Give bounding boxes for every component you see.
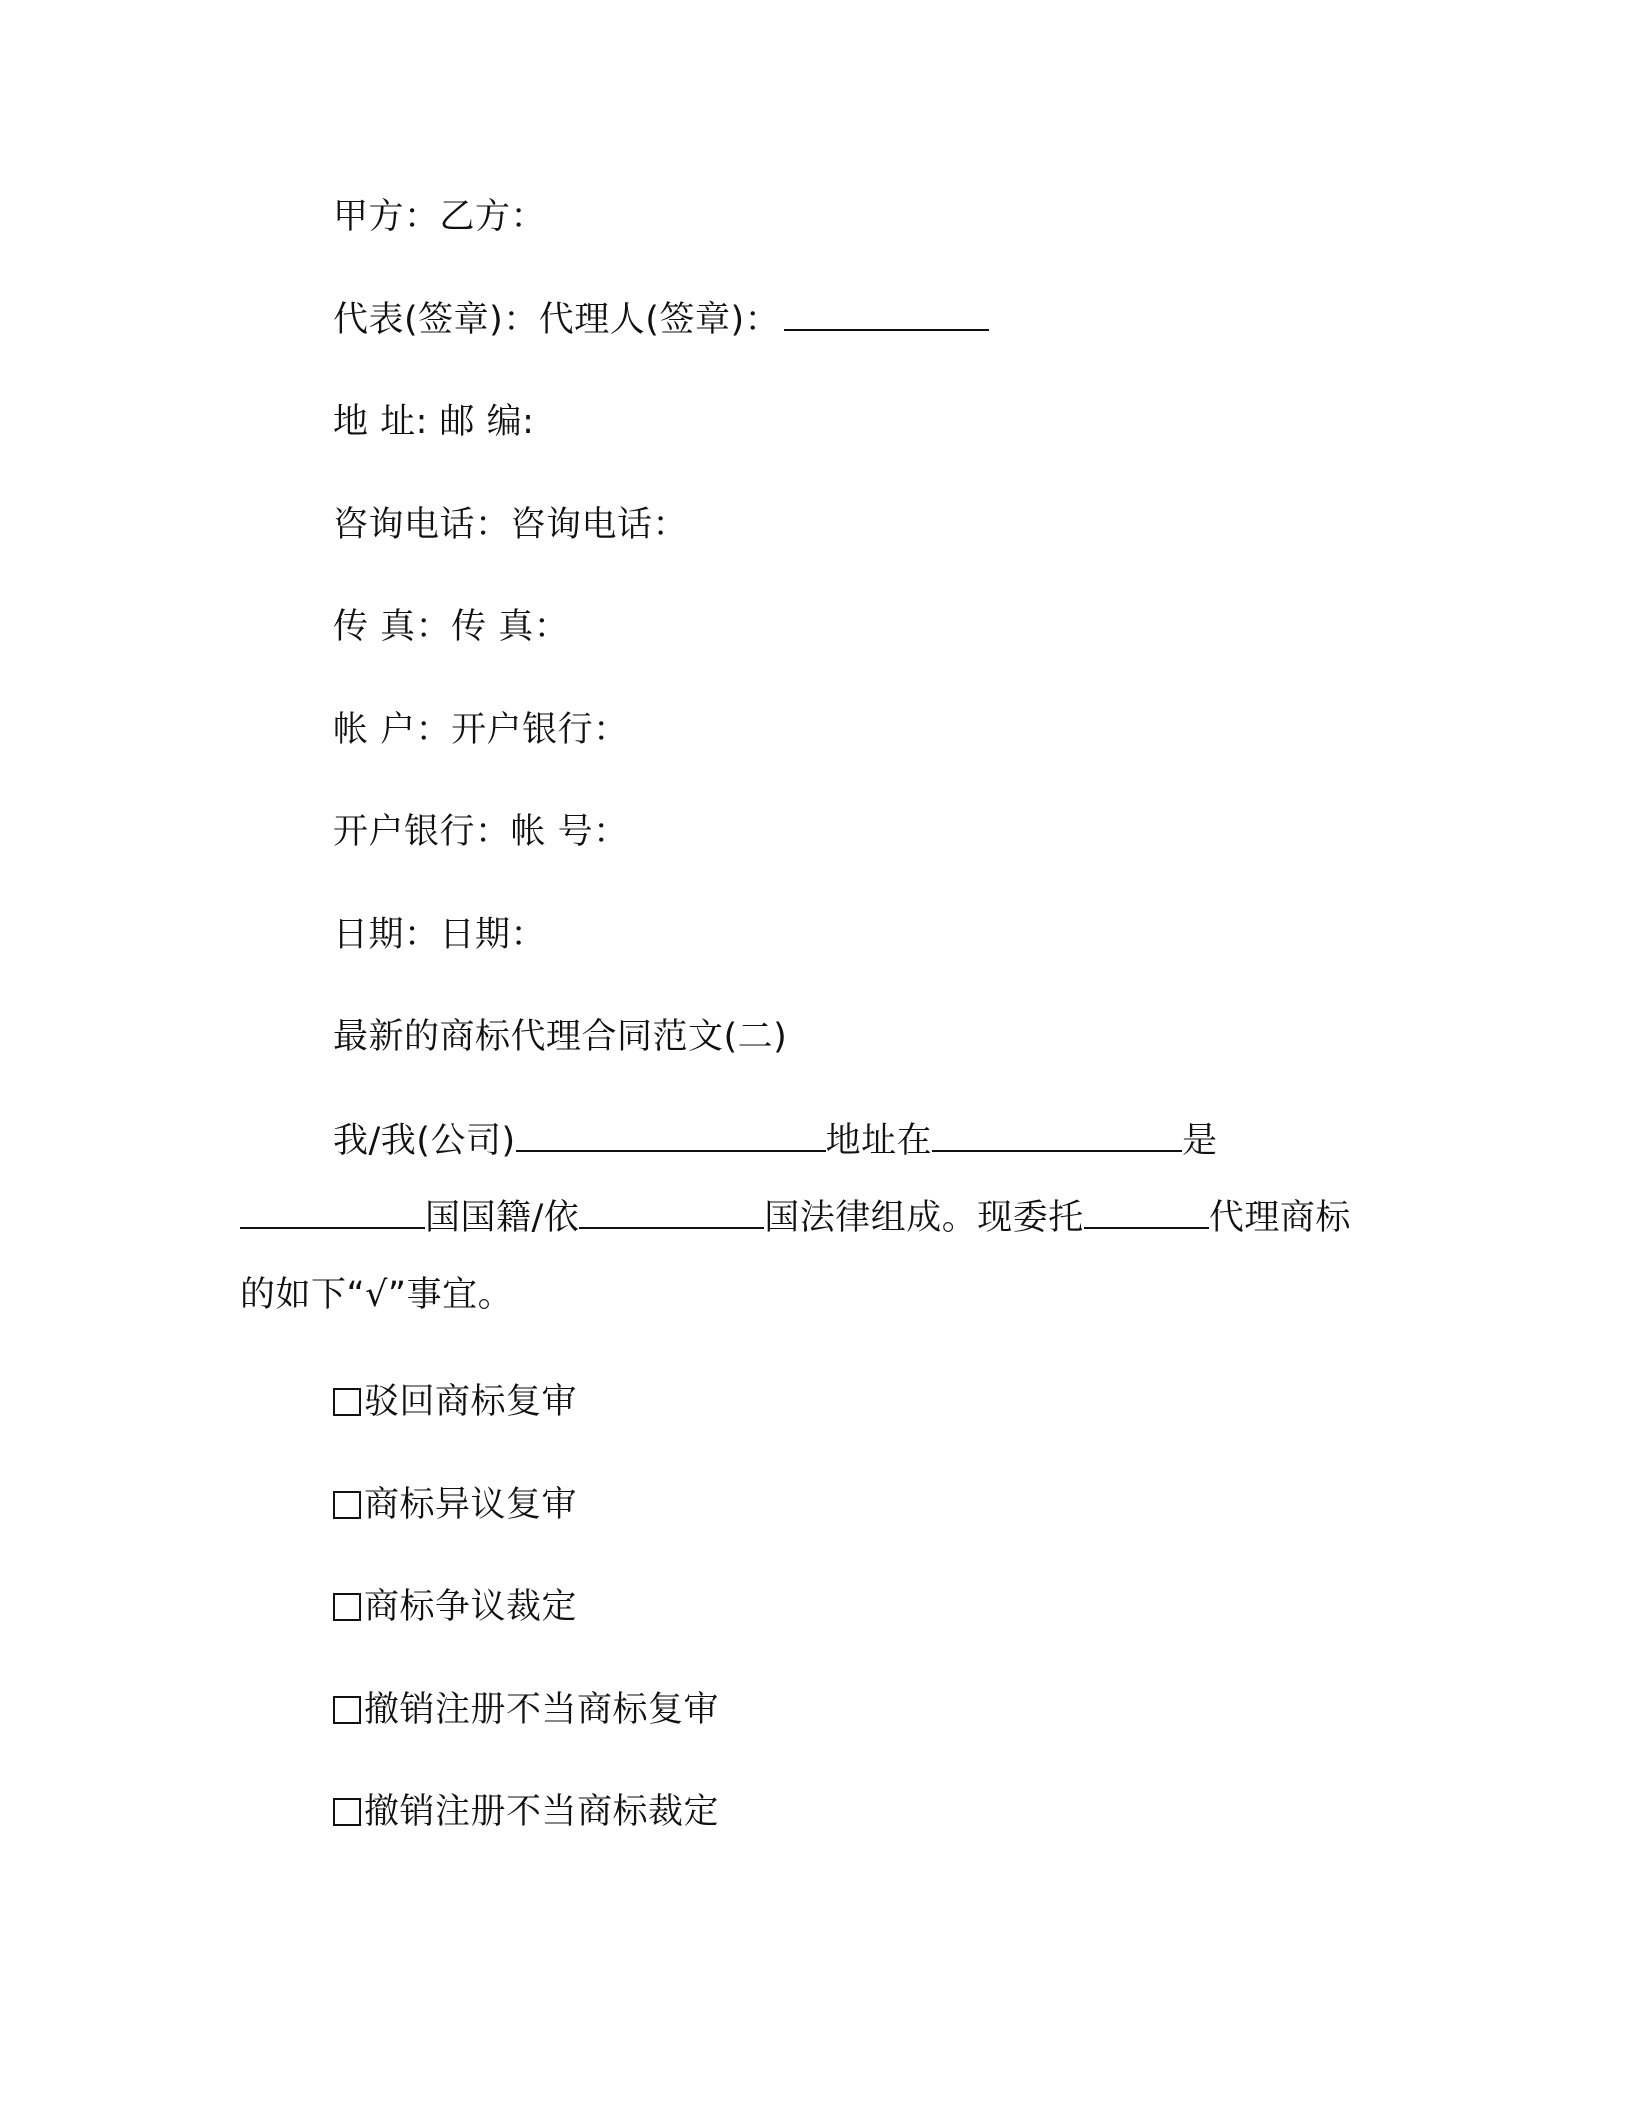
entrust-text-4: 国国籍/依 [425,1198,580,1238]
date-line: 日期：日期： [333,915,547,955]
checklist-item [333,1688,719,1732]
checkbox[interactable] [333,1798,361,1826]
checkbox[interactable] [333,1696,361,1724]
checklist-item-label: 驳回商标复审 [364,1382,578,1422]
checklist-item [333,1585,577,1629]
entrust-text-2: 地址在 [825,1121,933,1161]
account-line: 帐 户：开户银行： [333,710,629,750]
address-blank[interactable] [932,1120,1182,1152]
checkbox[interactable] [333,1388,361,1416]
representative-label: 代表(签章)：代理人(签章)： [333,300,781,340]
checklist-item-label: 撤销注册不当商标复审 [364,1690,720,1730]
entrust-paragraph [240,1103,1370,1334]
phone-line: 咨询电话：咨询电话： [333,505,689,545]
checkbox[interactable] [333,1593,361,1621]
entrust-text-3: 是 [1182,1121,1218,1161]
checklist-item-label: 商标异议复审 [364,1485,578,1525]
entrust-text-1: 我/我(公司) [333,1121,516,1161]
signature-blank[interactable] [784,299,989,331]
entrust-text-5: 国法律组成。现委托 [764,1198,1084,1238]
checklist-item-label: 商标争议裁定 [364,1587,578,1627]
nationality-blank[interactable] [240,1197,425,1229]
section-title: 最新的商标代理合同范文(二) [333,1017,788,1057]
checklist-item [333,1380,577,1424]
party-line: 甲方：乙方： [333,197,547,237]
checklist-item [333,1483,577,1527]
fax-line: 传 真：传 真： [333,607,570,647]
bank-line: 开户银行：帐 号： [333,812,629,852]
checkbox[interactable] [333,1491,361,1519]
agent-blank[interactable] [1084,1197,1209,1229]
entrust-text-6: 代理商标的如下“√”事宜。 [240,1198,1351,1315]
representative-line [333,298,989,342]
checklist-item [333,1790,719,1834]
checklist-item-label: 撤销注册不当商标裁定 [364,1792,720,1832]
address-line: 地 址: 邮 编: [333,402,535,442]
law-country-blank[interactable] [579,1197,764,1229]
company-name-blank[interactable] [516,1120,826,1152]
